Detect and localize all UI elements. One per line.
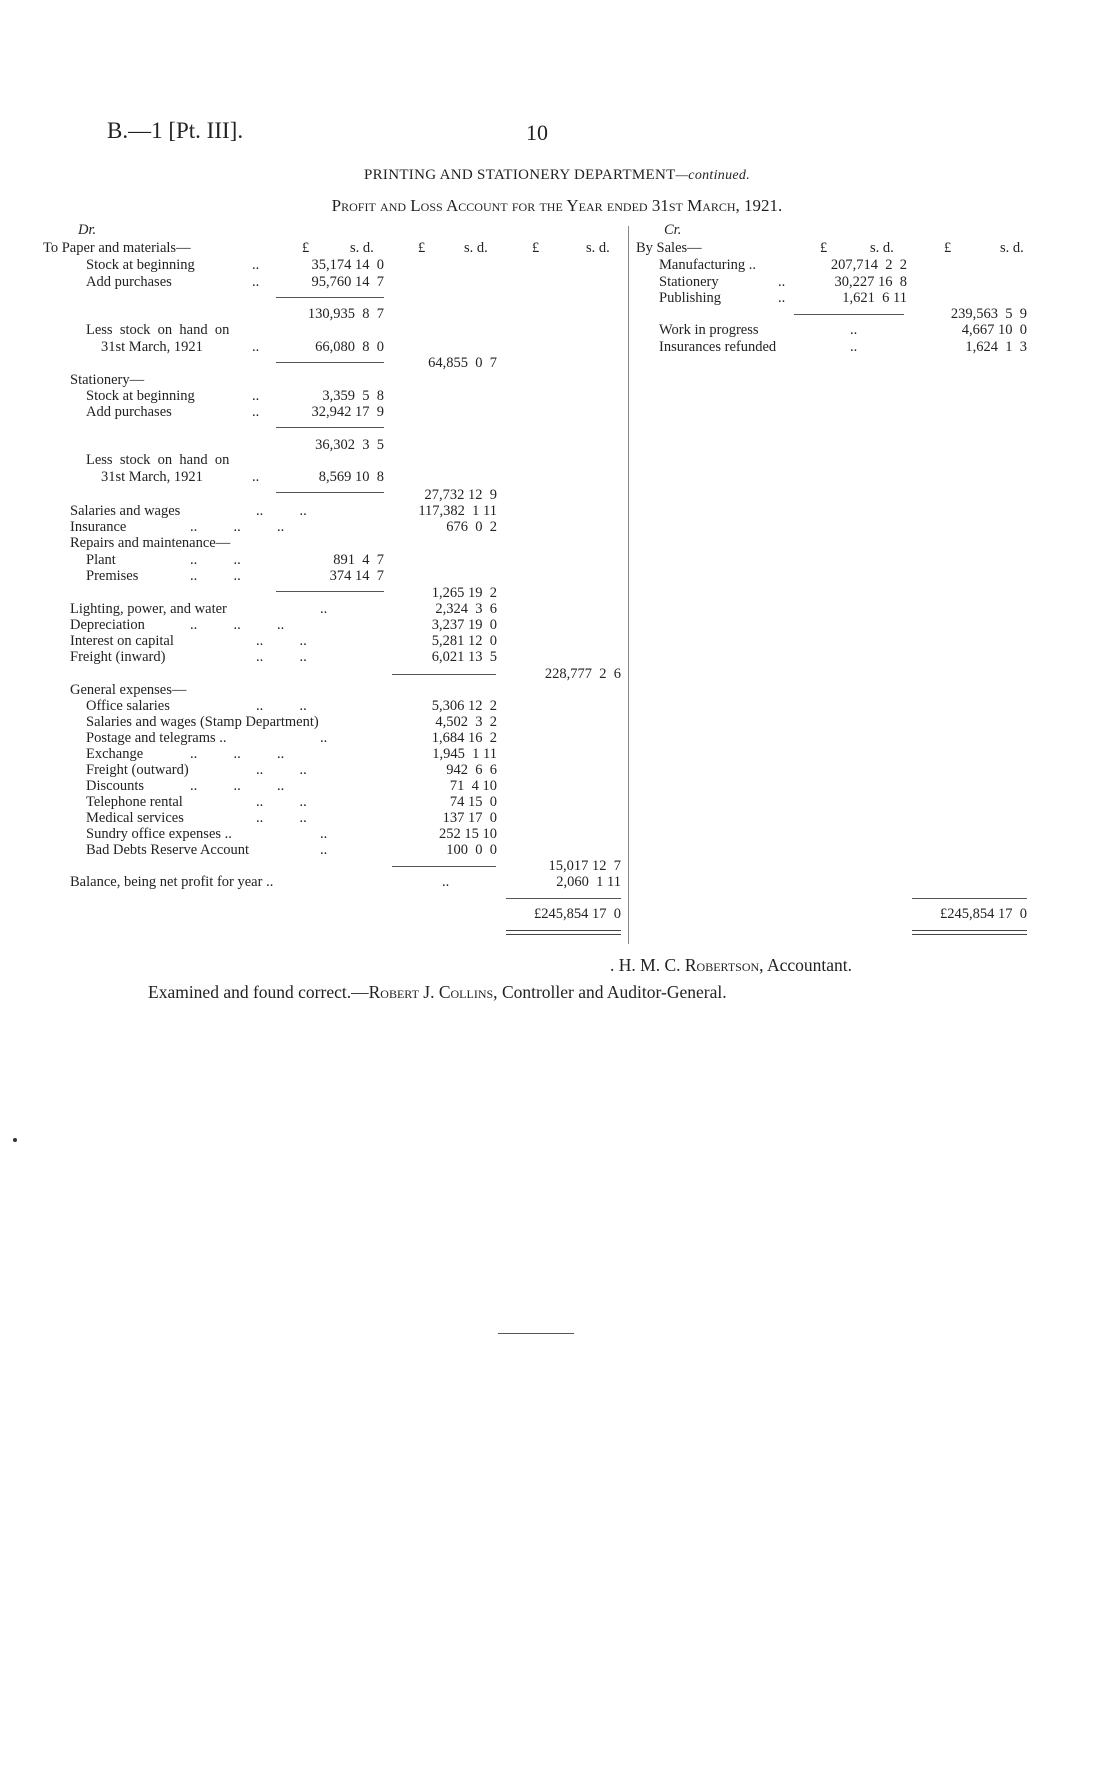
paper-less-stock-line2: 31st March, 1921 bbox=[101, 339, 203, 355]
office-salaries-label: Office salaries bbox=[86, 698, 170, 714]
office-salaries-dots: .. .. bbox=[256, 698, 307, 714]
plant-value: 891 4 7 bbox=[333, 552, 384, 568]
credit-col2-pound: £ bbox=[944, 240, 952, 256]
rule-general bbox=[392, 866, 496, 867]
premises-value: 374 14 7 bbox=[329, 568, 384, 584]
salaries-value: 117,382 1 11 bbox=[418, 503, 497, 519]
stationery-less-stock-line2: 31st March, 1921 bbox=[101, 469, 203, 485]
exchange-dots: .. .. .. bbox=[190, 746, 285, 762]
sales-total-value: 239,563 5 9 bbox=[950, 306, 1027, 322]
premises-dots: .. .. bbox=[190, 568, 241, 584]
publishing-value: 1,621 6 11 bbox=[842, 290, 907, 306]
stationery-purchases-label: Add purchases bbox=[86, 404, 172, 420]
debit-col3-sd: s. d. bbox=[586, 240, 610, 256]
medical-value: 137 17 0 bbox=[442, 810, 497, 826]
page-number: 10 bbox=[526, 120, 548, 145]
credit-grand-total: £245,854 17 0 bbox=[940, 906, 1027, 922]
paper-net-value: 64,855 0 7 bbox=[428, 355, 497, 371]
telephone-dots: .. .. bbox=[256, 794, 307, 810]
paper-less-stock-value: 66,080 8 0 bbox=[315, 339, 384, 355]
page-end-rule bbox=[498, 1333, 574, 1334]
rule-repairs bbox=[276, 591, 384, 592]
paper-stock-label: Stock at beginning bbox=[86, 257, 195, 273]
stationery-sales-value: 30,227 16 8 bbox=[834, 274, 907, 290]
paper-purchases-value: 95,760 14 7 bbox=[311, 274, 384, 290]
interest-dots: .. .. bbox=[256, 633, 307, 649]
manufacturing-value: 207,714 2 2 bbox=[830, 257, 907, 273]
discounts-dots: .. .. .. bbox=[190, 778, 285, 794]
work-in-progress-label: Work in progress bbox=[659, 322, 759, 338]
rule-sales bbox=[794, 314, 904, 315]
stationery-purchases-dots: .. bbox=[252, 404, 260, 420]
stationery-heading: Stationery— bbox=[70, 372, 145, 388]
double-rule-debit bbox=[506, 930, 621, 935]
exchange-value: 1,945 1 11 bbox=[432, 746, 497, 762]
stationery-less-stock-value: 8,569 10 8 bbox=[318, 469, 384, 485]
stationery-subtotal-value: 36,302 3 5 bbox=[315, 437, 384, 453]
postage-label: Postage and telegrams .. bbox=[86, 730, 227, 746]
credit-col1-sd: s. d. bbox=[870, 240, 894, 256]
freight-outward-value: 942 6 6 bbox=[446, 762, 497, 778]
office-salaries-value: 5,306 12 2 bbox=[431, 698, 497, 714]
work-in-progress-dots: .. bbox=[850, 322, 858, 338]
stationery-sales-dots: .. bbox=[778, 274, 786, 290]
insurance-dots: .. .. .. bbox=[190, 519, 285, 535]
discounts-value: 71 4 10 bbox=[449, 778, 497, 794]
work-in-progress-value: 4,667 10 0 bbox=[961, 322, 1027, 338]
medical-dots: .. .. bbox=[256, 810, 307, 826]
paper-stock-dots: .. bbox=[252, 257, 260, 273]
freight-inward-label: Freight (inward) bbox=[70, 649, 166, 665]
rule-paper-net bbox=[276, 362, 384, 363]
postage-dots: .. bbox=[320, 730, 328, 746]
rule-paper-sub bbox=[276, 297, 384, 298]
postage-value: 1,684 16 2 bbox=[431, 730, 497, 746]
freight-outward-label: Freight (outward) bbox=[86, 762, 189, 778]
plant-dots: .. .. bbox=[190, 552, 241, 568]
freight-inward-dots: .. .. bbox=[256, 649, 307, 665]
insurance-label: Insurance bbox=[70, 519, 127, 535]
insurances-refunded-dots: .. bbox=[850, 339, 858, 355]
depreciation-label: Depreciation bbox=[70, 617, 145, 633]
credit-side-label: Cr. bbox=[664, 222, 682, 238]
department-title: PRINTING AND STATIONERY DEPARTMENT—continued. bbox=[363, 167, 751, 183]
balance-value: 2,060 1 11 bbox=[556, 874, 621, 890]
stamp-wages-value: 4,502 3 2 bbox=[435, 714, 497, 730]
general-total-value: 15,017 12 7 bbox=[548, 858, 621, 874]
rule-stationery-sub bbox=[276, 427, 384, 428]
debit-col2-pound: £ bbox=[418, 240, 426, 256]
scan-speck bbox=[13, 1138, 17, 1142]
depreciation-dots: .. .. .. bbox=[190, 617, 285, 633]
lighting-value: 2,324 3 6 bbox=[435, 601, 497, 617]
plant-label: Plant bbox=[86, 552, 116, 568]
report-code: B.—1 [Pt. III]. bbox=[107, 118, 244, 143]
salaries-label: Salaries and wages bbox=[70, 503, 181, 519]
paper-purchases-label: Add purchases bbox=[86, 274, 172, 290]
bad-debts-value: 100 0 0 bbox=[446, 842, 497, 858]
stationery-stock-value: 3,359 5 8 bbox=[322, 388, 384, 404]
exchange-label: Exchange bbox=[86, 746, 144, 762]
telephone-value: 74 15 0 bbox=[449, 794, 497, 810]
bad-debts-label: Bad Debts Reserve Account bbox=[86, 842, 250, 858]
stationery-less-stock-dots: .. bbox=[252, 469, 260, 485]
repairs-heading: Repairs and maintenance— bbox=[70, 535, 231, 551]
insurances-refunded-label: Insurances refunded bbox=[659, 339, 777, 355]
bad-debts-dots: .. bbox=[320, 842, 328, 858]
interest-label: Interest on capital bbox=[70, 633, 174, 649]
publishing-dots: .. bbox=[778, 290, 786, 306]
discounts-label: Discounts bbox=[86, 778, 144, 794]
general-expenses-heading: General expenses— bbox=[70, 682, 187, 698]
lighting-label: Lighting, power, and water bbox=[70, 601, 227, 617]
medical-label: Medical services bbox=[86, 810, 184, 826]
debit-col3-pound: £ bbox=[532, 240, 540, 256]
balance-dots: .. bbox=[442, 874, 450, 890]
stationery-less-stock-line1: Less stock on hand on bbox=[86, 452, 230, 468]
paper-materials-heading: To Paper and materials— bbox=[43, 240, 191, 256]
premises-label: Premises bbox=[86, 568, 139, 584]
debit-side-label: Dr. bbox=[78, 222, 97, 238]
debit-col2-sd: s. d. bbox=[464, 240, 488, 256]
manufacturing-label: Manufacturing .. bbox=[659, 257, 757, 273]
double-rule-credit bbox=[912, 930, 1027, 935]
publishing-label: Publishing bbox=[659, 290, 722, 306]
credit-col1-pound: £ bbox=[820, 240, 828, 256]
rule-credit-total bbox=[912, 898, 1027, 899]
column-divider bbox=[628, 226, 629, 944]
insurances-refunded-value: 1,624 1 3 bbox=[965, 339, 1027, 355]
debit-col1-sd: s. d. bbox=[350, 240, 374, 256]
account-subtitle: Profit and Loss Account for the Year ended 31st March, 1921. bbox=[331, 196, 783, 215]
auditor-certification: Examined and found correct.—Robert J. Collins, Controller and Auditor-General. bbox=[148, 982, 727, 1002]
rule-debit-total bbox=[506, 898, 621, 899]
rule-main bbox=[392, 674, 496, 675]
paper-subtotal-value: 130,935 8 7 bbox=[307, 306, 384, 322]
paper-purchases-dots: .. bbox=[252, 274, 260, 290]
freight-outward-dots: .. .. bbox=[256, 762, 307, 778]
paper-less-stock-dots: .. bbox=[252, 339, 260, 355]
depreciation-value: 3,237 19 0 bbox=[431, 617, 497, 633]
sundry-dots: .. bbox=[320, 826, 328, 842]
salaries-dots: .. .. bbox=[256, 503, 307, 519]
freight-inward-value: 6,021 13 5 bbox=[431, 649, 497, 665]
paper-less-stock-line1: Less stock on hand on bbox=[86, 322, 230, 338]
stationery-net-value: 27,732 12 9 bbox=[424, 487, 497, 503]
sales-heading: By Sales— bbox=[636, 240, 702, 256]
interest-value: 5,281 12 0 bbox=[431, 633, 497, 649]
stamp-wages-label: Salaries and wages (Stamp Department) bbox=[86, 714, 319, 730]
debit-grand-total: £245,854 17 0 bbox=[534, 906, 621, 922]
accountant-signature: . H. M. C. Robertson, Accountant. bbox=[610, 955, 853, 975]
sundry-value: 252 15 10 bbox=[439, 826, 497, 842]
paper-stock-value: 35,174 14 0 bbox=[311, 257, 384, 273]
insurance-value: 676 0 2 bbox=[446, 519, 497, 535]
sundry-label: Sundry office expenses .. bbox=[86, 826, 232, 842]
stationery-stock-label: Stock at beginning bbox=[86, 388, 195, 404]
stationery-stock-dots: .. bbox=[252, 388, 260, 404]
lighting-dots: .. bbox=[320, 601, 328, 617]
repairs-total-value: 1,265 19 2 bbox=[431, 585, 497, 601]
rule-stationery-net bbox=[276, 492, 384, 493]
credit-col2-sd: s. d. bbox=[1000, 240, 1024, 256]
stationery-sales-label: Stationery bbox=[659, 274, 719, 290]
balance-label: Balance, being net profit for year .. bbox=[70, 874, 274, 890]
telephone-label: Telephone rental bbox=[86, 794, 183, 810]
stationery-purchases-value: 32,942 17 9 bbox=[311, 404, 384, 420]
debit-col1-pound: £ bbox=[302, 240, 310, 256]
main-subtotal-value: 228,777 2 6 bbox=[544, 666, 621, 682]
